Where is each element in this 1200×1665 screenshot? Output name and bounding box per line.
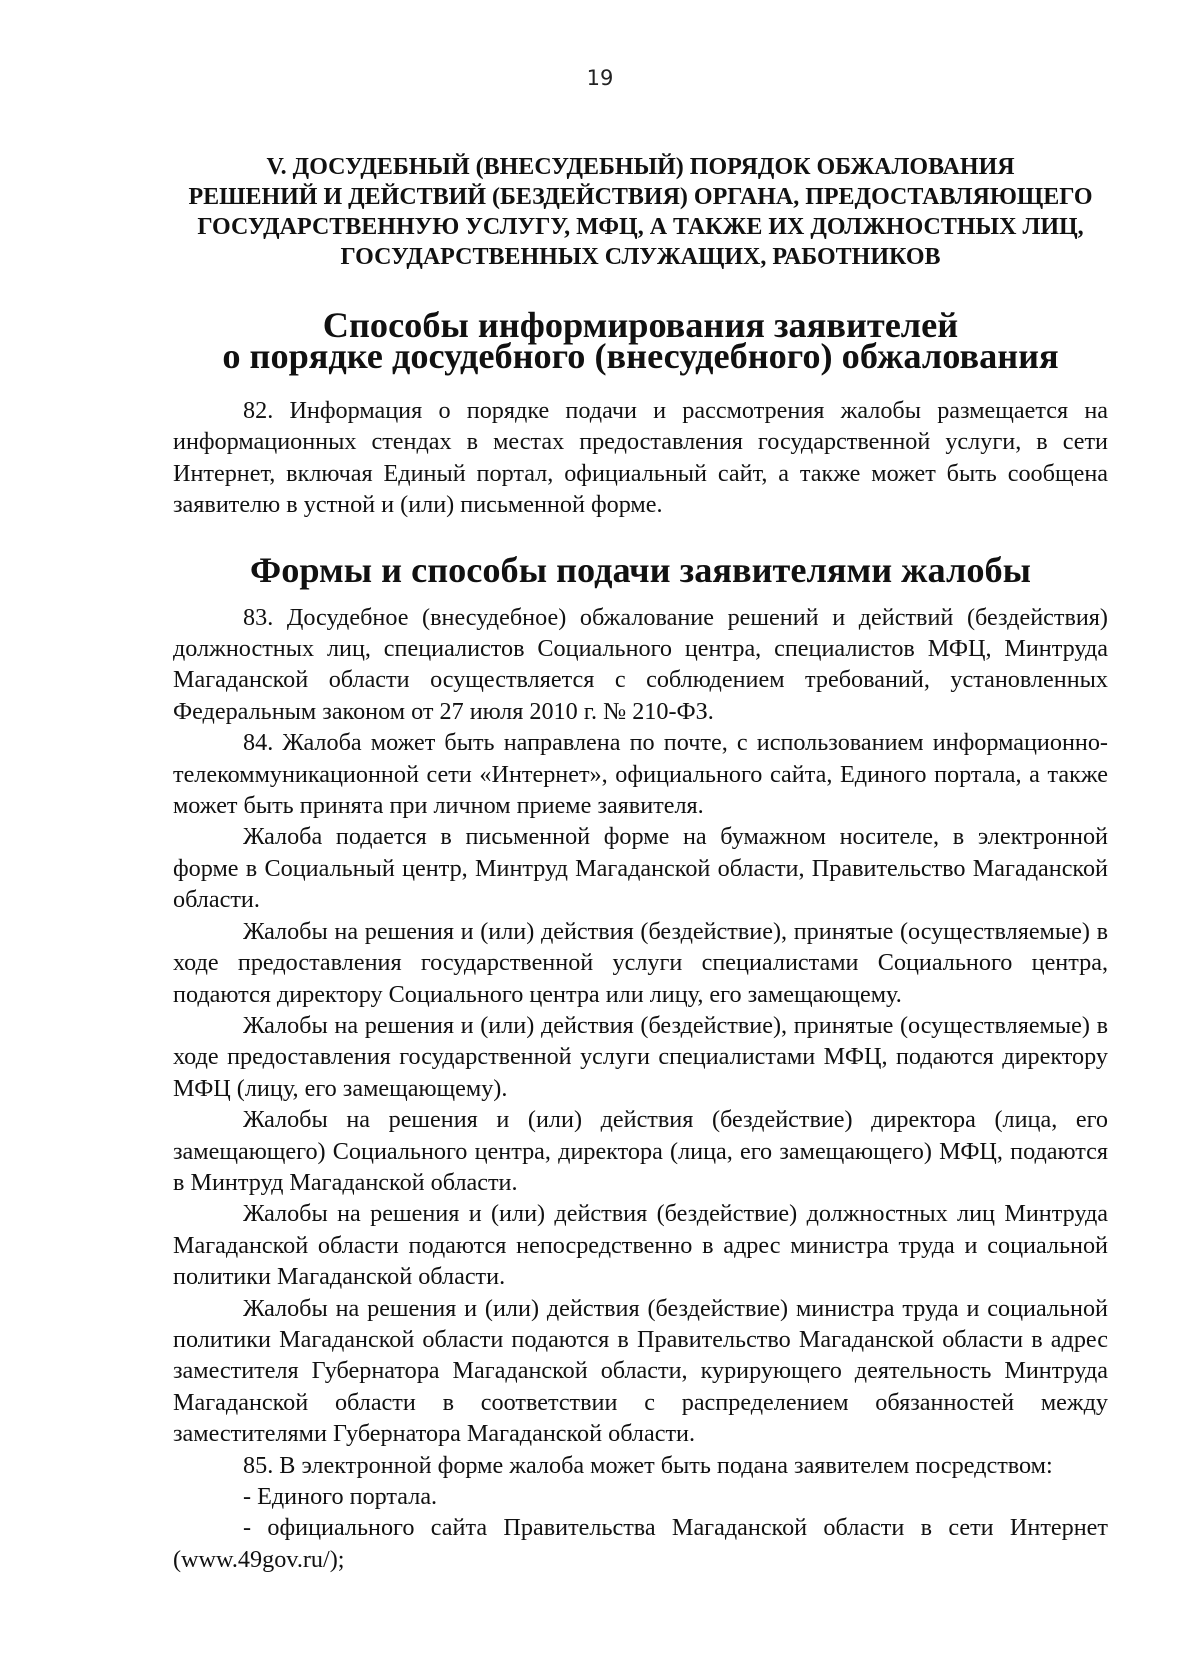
section-title	[173, 152, 1108, 272]
paragraph-83: 83. Досудебное (внесудебное) обжалование решений и действий (бездействия) должностных лиц, специалистов Социального центра, специалистов МФЦ, Минтруда Магаданской области осуществляется с соблюдением требований, установленных Федеральным законом от 27 июля 2010 г. № 210-ФЗ.	[173, 603, 1108, 725]
paragraph-complaint-form: Жалоба подается в письменной форме на бумажном носителе, в электронной форме в Социальный центр, Минтруд Магаданской области, Правительство Магаданской области.	[173, 823, 1108, 914]
paragraph-mintrud-officials-complaints: Жалобы на решения и (или) действия (бездействие) должностных лиц Минтруда Магаданской области подаются непосредственно в адрес министра труда и социальной политики Магаданской области.	[173, 1200, 1108, 1291]
paragraph-mfc-complaints: Жалобы на решения и (или) действия (бездействие), принятые (осуществляемые) в ходе предоставления государственной услуги специалистами МФЦ, подаются директору МФЦ (лицу, его замещающему).	[173, 1011, 1108, 1102]
subsection-heading-complaint-forms: Формы и способы подачи заявителями жалобы	[250, 549, 1031, 590]
paragraph-84: 84. Жалоба может быть направлена по почте, с использованием информационно-телекоммуникационной сети «Интернет», официального сайта, Единого портала, а также может быть принята при личном приеме заявителя.	[173, 729, 1108, 820]
section-title-line: РЕШЕНИЙ И ДЕЙСТВИЙ (БЕЗДЕЙСТВИЯ) ОРГАНА, ПРЕДОСТАВЛЯЮЩЕГО	[188, 184, 1093, 210]
list-item-official-site: - официального сайта Правительства Магаданской области в сети Интернет (www.49gov.ru/);	[173, 1514, 1108, 1573]
page-number: 19	[586, 66, 614, 90]
paragraph-social-center-complaints: Жалобы на решения и (или) действия (бездействие), принятые (осуществляемые) в ходе предоставления государственной услуги специалистами Социального центра, подаются директору Социального центра или лицу, его замещающему.	[173, 917, 1108, 1008]
section-title-line: V. ДОСУДЕБНЫЙ (ВНЕСУДЕБНЫЙ) ПОРЯДОК ОБЖАЛОВАНИЯ	[266, 154, 1015, 180]
section-title-line: ГОСУДАРСТВЕННУЮ УСЛУГУ, МФЦ, А ТАКЖЕ ИХ ДОЛЖНОСТНЫХ ЛИЦ,	[197, 214, 1084, 240]
paragraph-minister-complaints: Жалобы на решения и (или) действия (бездействие) министра труда и социальной политики Магаданской области подаются в Правительство Магаданской области в адрес заместителя Губернатора Магаданской области, курирующего деятельность Минтруда Магаданской области в соответствии с распределением обязанностей между заместителями Губернатора Магаданской области.	[173, 1294, 1108, 1448]
paragraph-director-complaints: Жалобы на решения и (или) действия (бездействие) директора (лица, его замещающего) Социального центра, директора (лица, его замещающего) МФЦ, подаются в Минтруд Магаданской области.	[173, 1106, 1108, 1196]
list-item-single-portal: - Единого портала.	[243, 1483, 438, 1510]
subsection-heading-line: Способы информирования заявителей	[322, 305, 959, 345]
document-body	[173, 152, 1108, 1575]
paragraph-82: 82. Информация о порядке подачи и рассмотрения жалобы размещается на информационных стендах в местах предоставления государственной услуги, в сети Интернет, включая Единый портал, официальный сайт, а также может быть сообщена заявителю в устной и (или) письменной форме.	[173, 397, 1108, 519]
subsection-heading-line: о порядке досудебного (внесудебного) обжалования	[222, 336, 1059, 376]
paragraph-85: 85. В электронной форме жалоба может быть подана заявителем посредством:	[243, 1451, 1053, 1479]
section-title-line: ГОСУДАРСТВЕННЫХ СЛУЖАЩИХ, РАБОТНИКОВ	[340, 244, 941, 270]
subsection-heading-informing	[173, 305, 1108, 376]
